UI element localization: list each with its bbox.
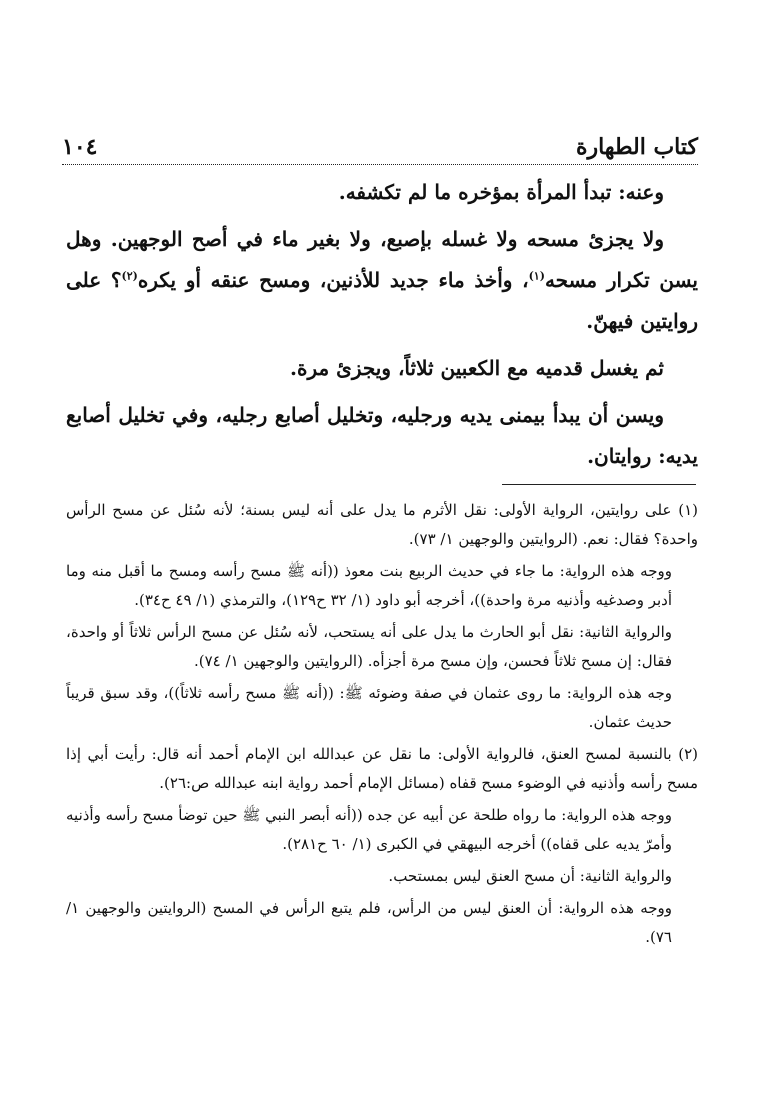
paragraph-2-part-a: ولا يجزئ مسحه ولا غسله بإصبع، ولا بغير ماء في أصح الوجهين. وهل يسن تكرار مسحه (66, 227, 698, 292)
footnotes (66, 496, 698, 955)
paragraph-2-part-c: ؟ على روايتين فيهنّ. (66, 268, 698, 333)
footnote-2-paragraph-3: والرواية الثانية: أن مسح العنق ليس بمستحب. (388, 867, 672, 885)
footnote-1 (66, 496, 698, 554)
paragraph-4: ويسن أن يبدأ بيمنى يديه ورجليه، وتخليل أصابع رجليه، وفي تخليل أصابع يديه: روايتان. (66, 403, 698, 468)
footnote-2 (66, 740, 698, 798)
footnote-2-text: بالنسبة لمسح العنق، فالرواية الأولى: ما نقل عن عبدالله ابن الإمام أحمد أنه قال: رأيت أبي إذا مسح رأسه وأذنيه في الوضوء مسح قفاه (مسائل الإمام أحمد رواية ابنه عبدالله ص:٢٦). (66, 745, 698, 792)
paragraph-1: وعنه: تبدأ المرأة بمؤخره ما لم تكشفه. (338, 180, 664, 204)
paragraph-2-part-b: ، وأخذ ماء جديد للأذنين، ومسح عنقه أو يكره (137, 268, 529, 292)
page-number: ١٠٤ (62, 134, 98, 160)
footnote-1-number: (١) (678, 501, 698, 519)
footnote-ref-2[interactable]: (٢) (121, 269, 138, 283)
paragraph-2 (66, 219, 698, 342)
footnote-1-paragraph-4: وجه هذه الرواية: ما روى عثمان في صفة وضوئه ﷺ: ((أنه ﷺ مسح رأسه ثلاثاً))، وقد سبق قريباً حديث عثمان. (66, 684, 672, 731)
footnote-separator (502, 484, 696, 485)
footnote-1-paragraph-3: والرواية الثانية: نقل أبو الحارث ما يدل على أنه يستحب، لأنه سُئل عن مسح الرأس ثلاثاً أو واحدة، فقال: إن مسح ثلاثاً فحسن، وإن مسح مرة أجزأه. (الروايتين والوجهين ١/ ٧٤). (66, 623, 672, 670)
footnote-2-number: (٢) (678, 745, 698, 763)
footnote-ref-1[interactable]: (١) (528, 269, 545, 283)
main-text (66, 172, 698, 483)
running-title: كتاب الطهارة (575, 134, 698, 160)
paragraph-3: ثم يغسل قدميه مع الكعبين ثلاثاً، ويجزئ مرة. (290, 356, 664, 380)
footnote-2-paragraph-4: ووجه هذه الرواية: أن العنق ليس من الرأس، فلم يتبع الرأس في المسح (الروايتين والوجهين ١/ ٧٦). (66, 899, 672, 946)
page-header (62, 134, 698, 165)
footnote-2-paragraph-2: ووجه هذه الرواية: ما رواه طلحة عن أبيه عن جده ((أنه أبصر النبي ﷺ حين توضأ مسح رأسه وأذنيه وأمرّ يديه على قفاه)) أخرجه البيهقي في الكبرى (١/ ٦٠ ح٢٨١). (66, 806, 672, 853)
footnote-1-text: على روايتين، الرواية الأولى: نقل الأثرم ما يدل على أنه ليس بسنة؛ لأنه سُئل عن مسح الرأس واحدة؟ فقال: نعم. (الروايتين والوجهين ١/ ٧٣). (66, 501, 698, 548)
footnote-1-paragraph-2: ووجه هذه الرواية: ما جاء في حديث الربيع بنت معوذ ((أنه ﷺ مسح رأسه ومسح ما أقبل منه وما أدبر وصدغيه وأذنيه مرة واحدة))، أخرجه أبو داود (١/ ٣٢ ح١٢٩)، والترمذي (١/ ٤٩ ح٣٤). (66, 562, 672, 609)
